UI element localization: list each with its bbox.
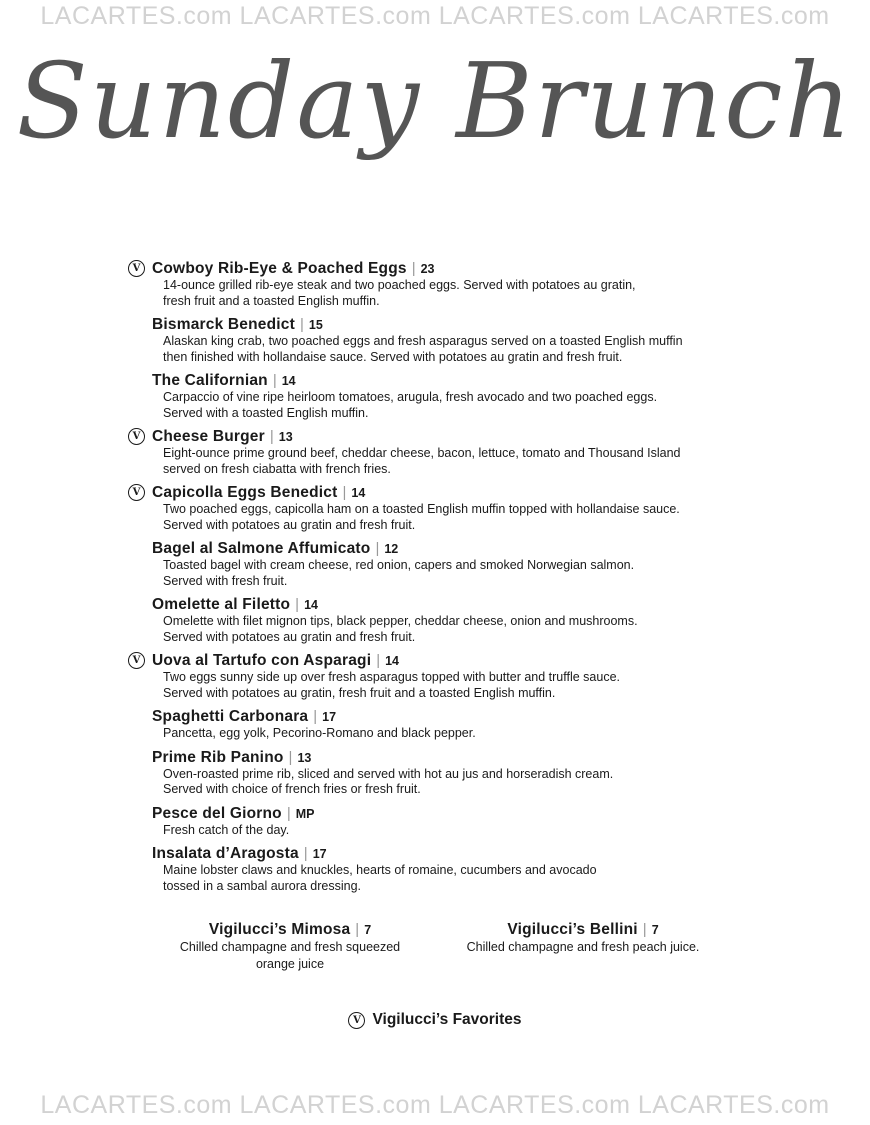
price-separator: | <box>303 845 308 862</box>
price-separator: | <box>411 260 416 277</box>
item-price: 15 <box>308 318 323 332</box>
menu-item <box>128 371 748 421</box>
favorite-v-icon: V <box>128 428 145 445</box>
item-name: Pesce del Giorno <box>152 804 282 822</box>
item-description: Served with a toasted English muffin. <box>163 405 369 420</box>
menu-item <box>128 748 748 798</box>
item-description: Two poached eggs, capicolla ham on a toasted English muffin topped with hollandaise sauce. <box>163 502 680 516</box>
price-separator: | <box>286 804 291 822</box>
item-name: The Californian <box>152 372 268 389</box>
item-description: Served with potatoes au gratin and fresh fruit. <box>163 629 416 644</box>
price-separator: | <box>375 540 380 557</box>
menu-item <box>128 651 748 701</box>
item-description: served on fresh ciabatta with french fries. <box>163 461 391 476</box>
item-price: 23 <box>420 262 435 276</box>
item-description: 14-ounce grilled rib-eye steak and two poached eggs. Served with potatoes au gratin, <box>163 278 636 292</box>
item-price: 12 <box>384 542 399 556</box>
item-name: Insalata d’Aragosta <box>152 845 299 862</box>
drink-price: 7 <box>364 923 372 937</box>
menu-item <box>128 259 748 309</box>
menu-item <box>128 804 748 839</box>
item-name: Bagel al Salmone Affumicato <box>152 540 371 557</box>
item-name: Spaghetti Carbonara <box>152 708 309 725</box>
item-name: Cowboy Rib-Eye & Poached Eggs <box>152 260 407 277</box>
item-description: Fresh catch of the day. <box>163 822 290 837</box>
item-description: Served with choice of french fries or fresh fruit. <box>163 782 421 796</box>
price-separator: | <box>342 484 347 501</box>
drink-name: Vigilucci’s Bellini <box>507 921 638 938</box>
page-title: Sunday Brunch <box>16 40 854 162</box>
menu-list <box>128 259 748 900</box>
price-separator: | <box>295 596 300 613</box>
item-name: Prime Rib Panino <box>152 748 284 766</box>
item-price: 17 <box>312 847 327 861</box>
item-price: 14 <box>281 374 296 388</box>
item-price: 17 <box>322 710 337 724</box>
item-description: Served with potatoes au gratin, fresh fruit and a toasted English muffin. <box>163 685 556 700</box>
item-name: Uova al Tartufo con Asparagi <box>152 652 372 669</box>
price-separator: | <box>272 372 277 389</box>
price-separator: | <box>299 316 304 333</box>
item-name: Cheese Burger <box>152 428 265 445</box>
price-separator: | <box>355 921 360 938</box>
item-description: tossed in a sambal aurora dressing. <box>163 878 362 893</box>
item-name: Bismarck Benedict <box>152 316 295 333</box>
item-description: Oven-roasted prime rib, sliced and served with hot au jus and horseradish cream. <box>163 766 614 781</box>
item-description: Maine lobster claws and knuckles, hearts of romaine, cucumbers and avocado <box>163 863 597 877</box>
drink-mimosa <box>150 920 430 973</box>
drink-description: Chilled champagne and fresh squeezed <box>179 940 401 954</box>
item-price: 14 <box>304 598 318 612</box>
watermark-top: LACARTES.com LACARTES.com LACARTES.com LACARTES.com <box>40 2 830 30</box>
item-description: Alaskan king crab, two poached eggs and fresh asparagus served on a toasted English muffin <box>163 334 683 348</box>
item-description: Two eggs sunny side up over fresh asparagus topped with butter and truffle sauce. <box>163 670 620 684</box>
item-description: Eight-ounce prime ground beef, cheddar cheese, bacon, lettuce, tomato and Thousand Island <box>163 446 681 460</box>
item-price: 14 <box>385 654 400 668</box>
item-description: then finished with hollandaise sauce. Served with potatoes au gratin and fresh fruit. <box>163 349 623 364</box>
item-description: Pancetta, egg yolk, Pecorino-Romano and black pepper. <box>163 726 476 740</box>
drink-bellini <box>448 920 718 956</box>
favorite-v-icon: V <box>128 484 145 501</box>
favorites-legend <box>0 1010 870 1030</box>
price-separator: | <box>642 921 647 938</box>
price-separator: | <box>288 748 293 766</box>
drink-description: orange juice <box>255 957 325 971</box>
price-separator: | <box>376 652 381 669</box>
menu-item <box>128 427 748 477</box>
drink-description: Chilled champagne and fresh peach juice. <box>466 940 700 954</box>
item-price: 13 <box>278 430 293 444</box>
item-name: Capicolla Eggs Benedict <box>152 484 338 501</box>
menu-item <box>128 315 748 365</box>
item-description: Served with fresh fruit. <box>163 573 288 588</box>
favorite-v-icon: V <box>128 260 145 277</box>
item-price: 13 <box>297 750 312 765</box>
favorite-v-icon: V <box>128 652 145 669</box>
menu-item <box>128 539 748 589</box>
item-description: Served with potatoes au gratin and fresh fruit. <box>163 517 416 532</box>
price-separator: | <box>313 708 318 725</box>
watermark-bottom: LACARTES.com LACARTES.com LACARTES.com LACARTES.com <box>40 1091 830 1119</box>
menu-item <box>128 595 748 645</box>
menu-item <box>128 483 748 533</box>
item-description: Toasted bagel with cream cheese, red onion, capers and smoked Norwegian salmon. <box>163 558 635 572</box>
menu-item <box>128 707 748 742</box>
item-price: 14 <box>351 486 366 500</box>
item-description: fresh fruit and a toasted English muffin. <box>163 293 380 308</box>
item-name: Omelette al Filetto <box>152 596 291 613</box>
item-description: Omelette with filet mignon tips, black pepper, cheddar cheese, onion and mushrooms. <box>163 614 638 628</box>
item-price: MP <box>295 806 315 821</box>
favorite-v-icon: V <box>348 1012 365 1029</box>
price-separator: | <box>269 428 274 445</box>
item-description: Carpaccio of vine ripe heirloom tomatoes, arugula, fresh avocado and two poached eggs. <box>163 390 658 404</box>
drink-name: Vigilucci’s Mimosa <box>208 921 351 938</box>
menu-item <box>128 844 748 894</box>
drink-price: 7 <box>651 923 659 937</box>
legend-label: Vigilucci’s Favorites <box>372 1011 522 1028</box>
